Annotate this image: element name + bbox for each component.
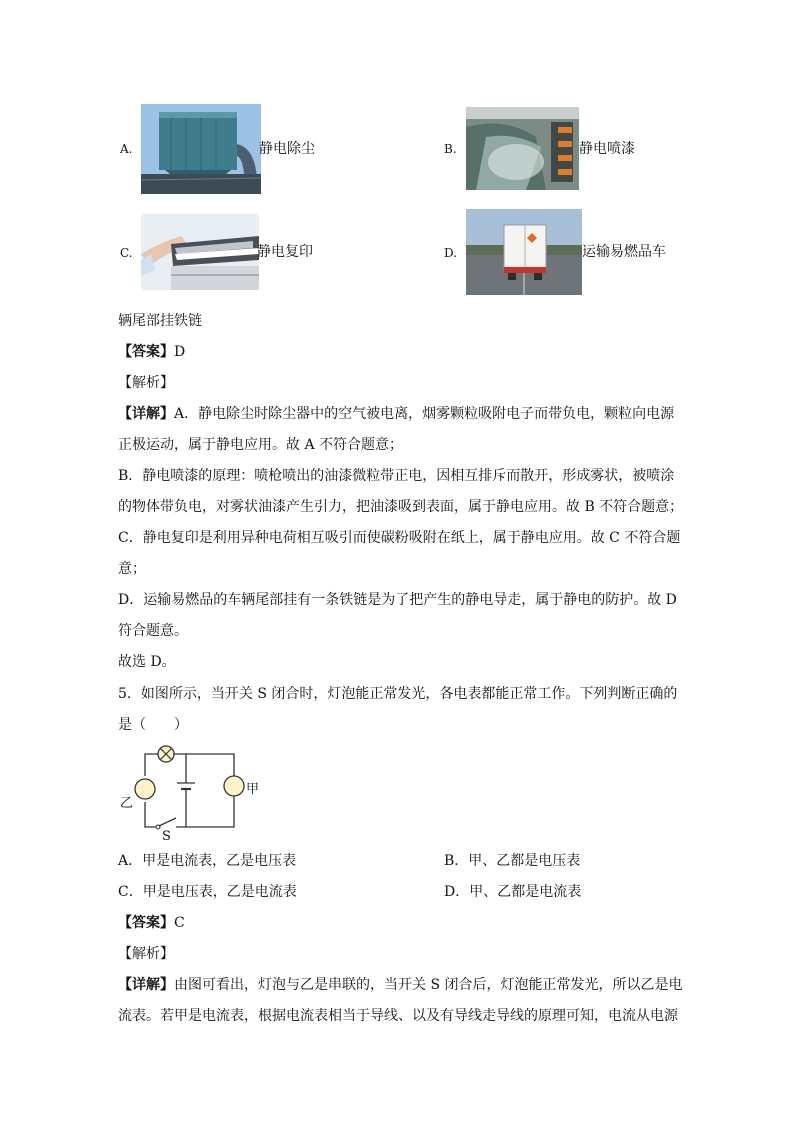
switch-s-label: S xyxy=(162,829,171,844)
q4-detail-line-1 xyxy=(118,404,674,424)
q4-detail-line-7: D．运输易燃品的车辆尾部挂有一条铁链是为了把产生的静电导走，属于静电的防护。故 D xyxy=(118,592,677,608)
q5-analysis-tag: 【解析】 xyxy=(118,946,174,962)
q5-choice-b: B．甲、乙都是电压表 xyxy=(444,853,581,869)
q5-answer-tag: 【答案】 xyxy=(118,915,174,931)
electrostatic-precipitator-image xyxy=(141,104,261,194)
q4-answer-value: D xyxy=(174,344,186,360)
option-c-caption: 静电复印 xyxy=(257,244,313,260)
option-b-caption: 静电喷漆 xyxy=(579,141,635,157)
option-d-caption: 运输易燃品车 xyxy=(582,244,666,260)
q4-conclusion: 故选 D。 xyxy=(118,654,176,670)
q5-answer-value: C xyxy=(174,915,185,931)
q4-answer-tag: 【答案】 xyxy=(118,344,174,360)
q5-stem-line-2: 是（ ） xyxy=(118,717,188,733)
photocopier-image xyxy=(141,214,259,290)
option-a-caption: 静电除尘 xyxy=(259,141,315,157)
q5-detail-text: 由图可看出，灯泡与乙是串联的，当开关 S 闭合后，灯泡能正常发光，所以乙是电 xyxy=(174,977,683,993)
q4-detail-line-5: C．静电复印是利用异种电荷相互吸引而使碳粉吸附在纸上，属于静电应用。故 C 不符合题 xyxy=(118,530,681,546)
q4-detail-text: A．静电除尘时除尘器中的空气被电离，烟雾颗粒吸附电子而带负电，颗粒向电源 xyxy=(174,406,675,422)
q4-answer xyxy=(118,342,185,362)
q5-answer xyxy=(118,913,185,933)
q4-detail-line-8: 符合题意。 xyxy=(118,623,188,639)
q5-choice-c: C．甲是电压表，乙是电流表 xyxy=(118,884,297,900)
q4-detail-line-4: 的物体带负电，对雾状油漆产生引力，把油漆吸到表面，属于静电应用。故 B 不符合题意； xyxy=(118,499,684,515)
meter-jia-label: 甲 xyxy=(246,782,260,797)
q4-detail-line-3: B．静电喷漆的原理：喷枪喷出的油漆微粒带正电，因相互排斥而散开，形成雾状，被喷涂 xyxy=(118,468,675,484)
q4-analysis-tag: 【解析】 xyxy=(118,375,174,391)
circuit-diagram xyxy=(118,738,268,846)
q5-choice-a: A．甲是电流表，乙是电压表 xyxy=(118,853,297,869)
q5-detail-tag: 【详解】 xyxy=(118,977,174,993)
meter-yi-label: 乙 xyxy=(120,796,134,811)
option-d-letter: D. xyxy=(444,246,458,260)
option-d-caption-continued: 辆尾部挂铁链 xyxy=(118,313,202,329)
option-a-letter: A. xyxy=(120,142,133,156)
q4-detail-line-2: 正极运动，属于静电应用。故 A 不符合题意； xyxy=(118,437,404,453)
electrostatic-spray-painting-image xyxy=(466,107,579,190)
fuel-truck-image xyxy=(466,209,582,295)
q4-detail-line-6: 意； xyxy=(118,561,146,577)
option-b-letter: B. xyxy=(444,142,457,156)
q5-stem-line-1: 5．如图所示，当开关 S 闭合时，灯泡能正常发光，各电表都能正常工作。下列判断正确的 xyxy=(118,686,678,702)
q5-detail-line-2: 流表。若甲是电流表，根据电流表相当于导线、以及有导线走导线的原理可知，电流从电源 xyxy=(118,1008,678,1024)
q4-detail-tag: 【详解】 xyxy=(118,406,174,422)
q5-detail-line-1 xyxy=(118,975,683,995)
q5-choice-d: D．甲、乙都是电流表 xyxy=(444,884,582,900)
option-c-letter: C. xyxy=(120,246,133,260)
